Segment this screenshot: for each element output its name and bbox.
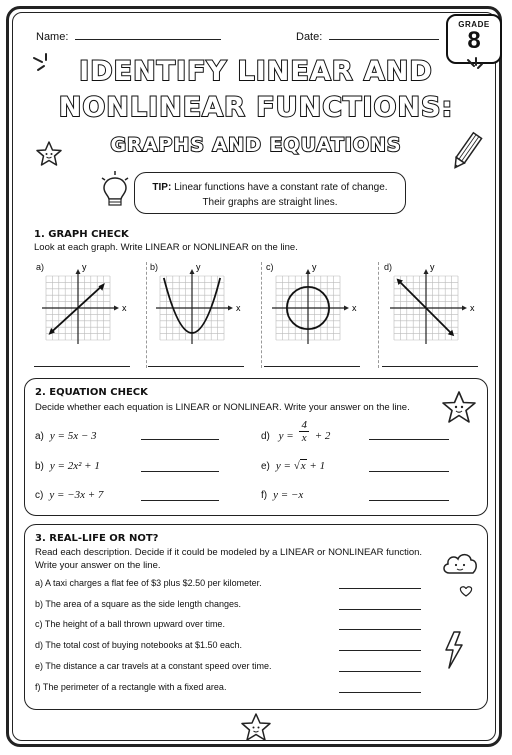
sparkle-icon <box>462 54 492 84</box>
real-life-title: 3. REAL-LIFE OR NOT? <box>35 533 159 544</box>
real-life-item <box>35 640 242 650</box>
divider <box>378 262 380 368</box>
graph-answer-line[interactable] <box>382 366 478 367</box>
real-life-section <box>24 524 488 710</box>
real-life-item <box>35 661 271 671</box>
answer-line-a[interactable] <box>141 439 219 440</box>
real-life-item <box>35 578 262 588</box>
divider <box>261 262 263 368</box>
equation-check-instruction: Decide whether each equation is LINEAR or NONLINEAR. Write your answer on the line. <box>35 402 410 413</box>
x-axis-label: x <box>352 303 357 313</box>
y-axis-label: y <box>430 262 435 272</box>
graph-label: b) <box>150 262 159 272</box>
real-life-instruction-2: Write your answer on the line. <box>35 560 161 571</box>
equation-check-title: 2. EQUATION CHECK <box>35 387 148 398</box>
answer-line-d[interactable] <box>369 439 449 440</box>
pencil-icon <box>448 130 484 174</box>
date-field[interactable] <box>296 31 439 43</box>
graph-answer-line[interactable] <box>148 366 244 367</box>
item-label: d) <box>35 640 44 651</box>
item-text: A taxi charges a flat fee of $3 plus $2.50 per kilometer. <box>45 578 262 588</box>
title-line-3: GRAPHS AND EQUATIONS <box>110 134 402 156</box>
date-line[interactable] <box>329 39 439 40</box>
star-face-icon <box>440 390 478 426</box>
real-life-answer-line[interactable] <box>339 671 421 672</box>
name-label: Name: <box>36 31 69 43</box>
tip-line-1: Linear functions have a constant rate of change. <box>174 182 388 193</box>
real-life-answer-line[interactable] <box>339 609 421 610</box>
star-face-icon <box>240 712 272 744</box>
x-axis-label: x <box>122 303 127 313</box>
graph-answer-line[interactable] <box>34 366 130 367</box>
grade-number: 8 <box>467 27 481 54</box>
real-life-answer-line[interactable] <box>339 650 421 651</box>
star-face-icon <box>34 140 64 168</box>
x-axis-label: x <box>470 303 475 313</box>
heart-icon <box>458 584 474 598</box>
graph-check-instruction: Look at each graph. Write LINEAR or NONLINEAR on the line. <box>34 242 298 253</box>
y-axis-label: y <box>312 262 317 272</box>
divider <box>146 262 148 368</box>
item-label: e) <box>35 660 44 671</box>
item-label: b) <box>35 598 44 609</box>
graph-label: d) <box>384 262 393 272</box>
name-line[interactable] <box>75 39 221 40</box>
title-line-1: IDENTIFY LINEAR AND <box>79 56 433 87</box>
cloud-face-icon <box>440 548 480 578</box>
equation-a: a) y = 5x − 3 <box>35 430 97 442</box>
lightbulb-icon <box>98 170 132 214</box>
equation-c: c) y = −3x + 7 <box>35 489 104 501</box>
date-label: Date: <box>296 31 323 43</box>
real-life-item <box>35 619 225 629</box>
item-label: c) <box>35 619 43 630</box>
equation-f: f) y = −x <box>261 489 304 501</box>
item-text: The distance a car travels at a constant speed over time. <box>45 660 272 671</box>
real-life-item <box>35 599 241 609</box>
graph-line-down <box>386 262 488 346</box>
real-life-item <box>35 682 226 692</box>
real-life-answer-line[interactable] <box>339 588 421 589</box>
x-axis-label: x <box>236 303 241 313</box>
graph-label: c) <box>266 262 274 272</box>
graph-parabola <box>152 262 254 346</box>
sparkle-icon <box>30 50 60 80</box>
answer-line-b[interactable] <box>141 471 219 472</box>
equation-b: b) y = 2x² + 1 <box>35 460 100 472</box>
graph-circle <box>268 262 370 346</box>
answer-line-e[interactable] <box>369 471 449 472</box>
equation-e: e) y = √x + 1 <box>261 460 326 472</box>
grade-label: GRADE <box>458 20 490 29</box>
item-text: The area of a square as the side length changes. <box>45 598 241 609</box>
item-text: The total cost of buying notebooks at $1.50 each. <box>45 640 242 651</box>
equation-check-section <box>24 378 488 516</box>
lightning-icon <box>442 630 466 670</box>
graph-answer-line[interactable] <box>264 366 360 367</box>
y-axis-label: y <box>196 262 201 272</box>
equation-d: d) y = $\frac{4}{x}$ + 2 <box>261 419 331 444</box>
answer-line-f[interactable] <box>369 500 449 501</box>
tip-line-2: Their graphs are straight lines. <box>202 197 338 208</box>
item-label: a) <box>35 578 44 588</box>
name-field[interactable] <box>36 31 221 43</box>
graph-label: a) <box>36 262 45 272</box>
real-life-answer-line[interactable] <box>339 629 421 630</box>
answer-line-c[interactable] <box>141 500 219 501</box>
item-label: f) <box>35 681 41 692</box>
item-text: The perimeter of a rectangle with a fixed area. <box>42 681 227 692</box>
real-life-instruction-1: Read each description. Decide if it could be modeled by a LINEAR or NONLINEAR function. <box>35 547 423 558</box>
real-life-answer-line[interactable] <box>339 692 421 693</box>
title-line-2: NONLINEAR FUNCTIONS: <box>58 92 454 123</box>
y-axis-label: y <box>82 262 87 272</box>
tip-label: TIP: <box>152 182 172 193</box>
graph-check-title: 1. GRAPH CHECK <box>34 229 129 240</box>
graph-line-up <box>38 262 140 346</box>
tip-box <box>134 172 406 214</box>
item-text: The height of a ball thrown upward over time. <box>44 619 225 630</box>
